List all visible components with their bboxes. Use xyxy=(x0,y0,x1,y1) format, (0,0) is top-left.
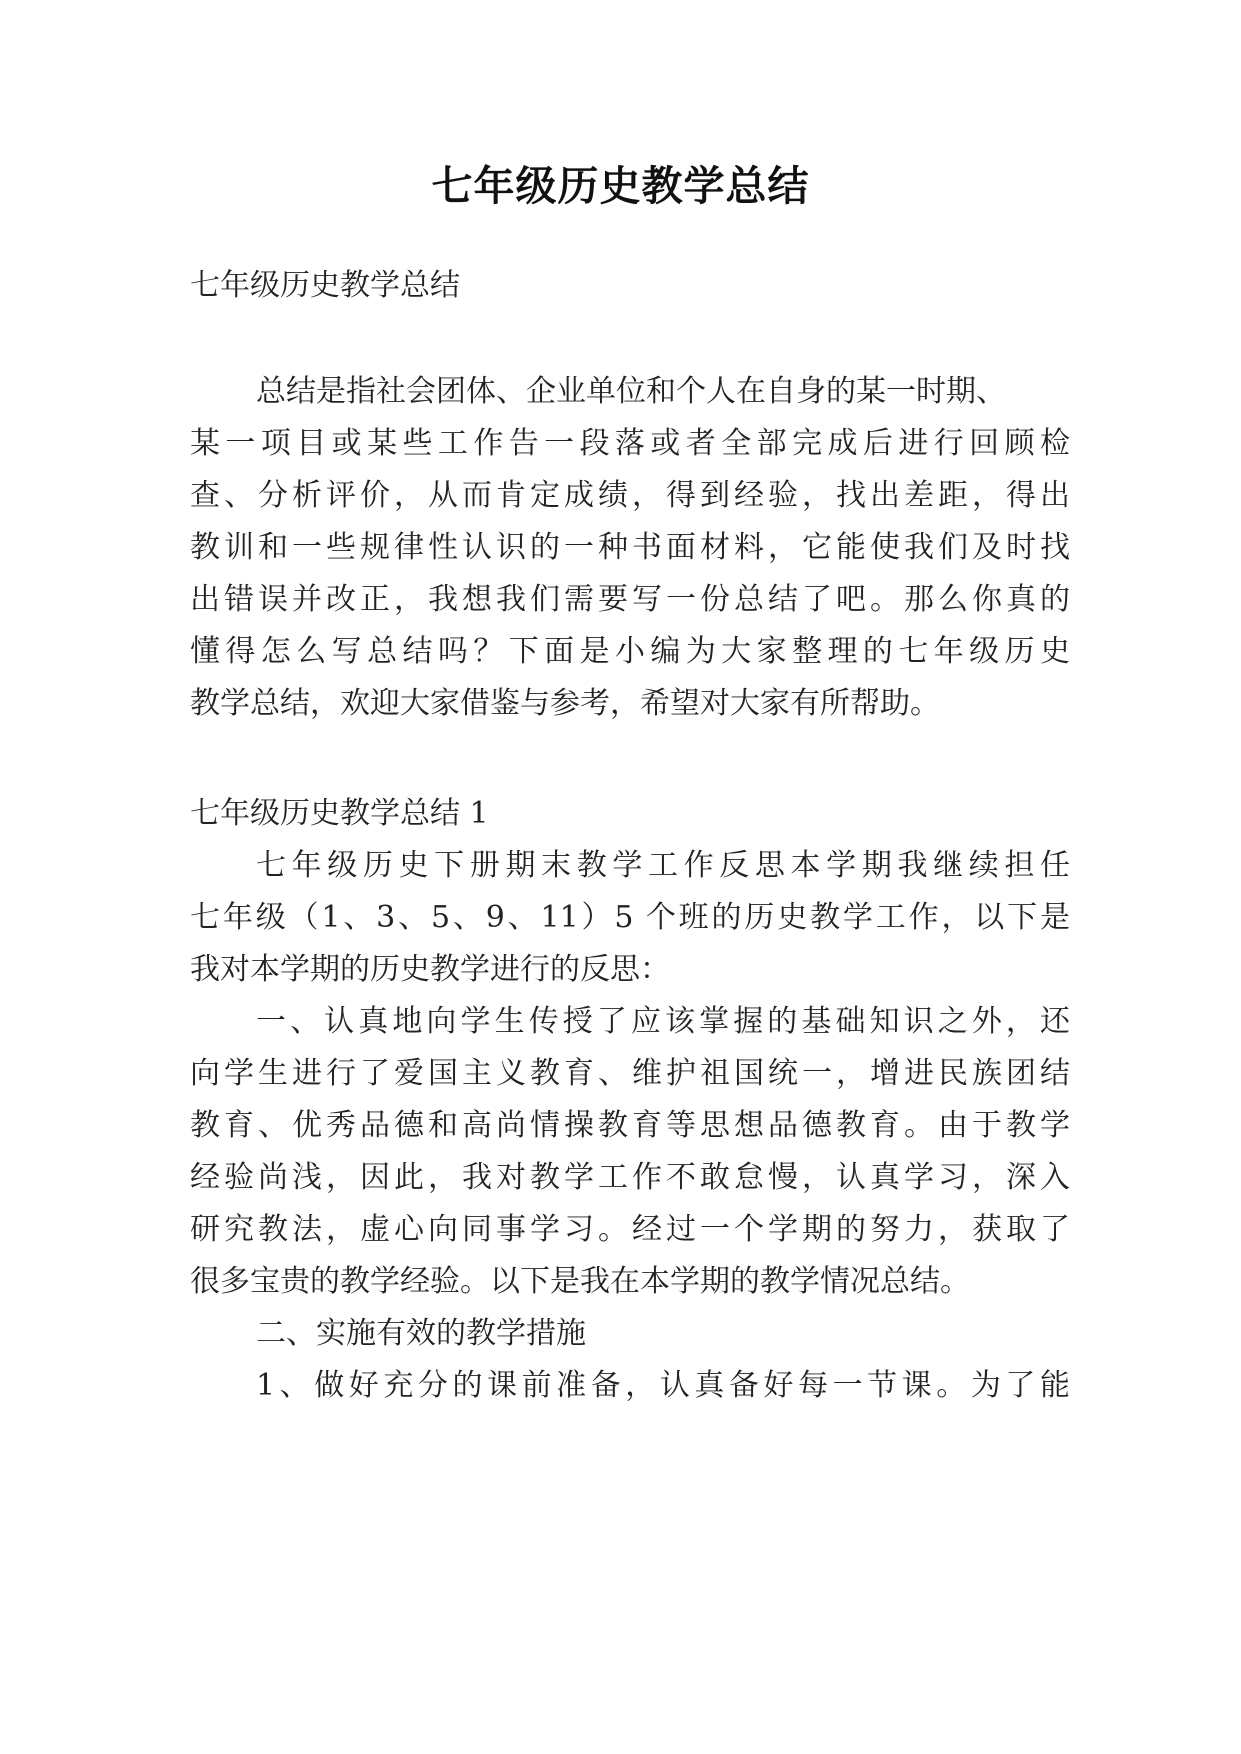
paragraph-line: 某一项目或某些工作告一段落或者全部完成后进行回顾检 xyxy=(190,426,1070,461)
paragraph-line: 研究教法，虚心向同事学习。经过一个学期的努力，获取了 xyxy=(190,1212,1070,1247)
paragraph-line: 1、做好充分的课前准备，认真备好每一节课。为了能 xyxy=(256,1368,1070,1403)
paragraph-line: 查、分析评价，从而肯定成绩，得到经验，找出差距，得出 xyxy=(190,478,1070,513)
paragraph-line: 一、认真地向学生传授了应该掌握的基础知识之外，还 xyxy=(256,1004,1070,1039)
paragraph-line: 懂得怎么写总结吗？下面是小编为大家整理的七年级历史 xyxy=(190,634,1070,669)
paragraph-line: 教训和一些规律性认识的一种书面材料，它能使我们及时找 xyxy=(190,530,1070,565)
paragraph-line: 教学总结，欢迎大家借鉴与参考，希望对大家有所帮助。 xyxy=(190,686,940,721)
document-subtitle: 七年级历史教学总结 xyxy=(190,268,460,303)
paragraph-line: 我对本学期的历史教学进行的反思： xyxy=(190,952,670,987)
paragraph-line: 向学生进行了爱国主义教育、维护祖国统一，增进民族团结 xyxy=(190,1056,1070,1091)
paragraph-line: 出错误并改正，我想我们需要写一份总结了吧。那么你真的 xyxy=(190,582,1070,617)
paragraph-line: 七年级（1、3、5、9、11）5 个班的历史教学工作，以下是 xyxy=(190,900,1070,935)
list-item-heading: 二、实施有效的教学措施 xyxy=(256,1316,586,1351)
section-heading: 七年级历史教学总结 1 xyxy=(190,796,489,831)
paragraph-line: 经验尚浅，因此，我对教学工作不敢怠慢，认真学习，深入 xyxy=(190,1160,1070,1195)
paragraph-line: 总结是指社会团体、企业单位和个人在自身的某一时期、 xyxy=(256,374,1006,409)
document-title: 七年级历史教学总结 xyxy=(431,162,810,210)
paragraph-line: 很多宝贵的教学经验。以下是我在本学期的教学情况总结。 xyxy=(190,1264,970,1299)
paragraph-line: 七年级历史下册期末教学工作反思本学期我继续担任 xyxy=(256,848,1070,883)
paragraph-line: 教育、优秀品德和高尚情操教育等思想品德教育。由于教学 xyxy=(190,1108,1070,1143)
